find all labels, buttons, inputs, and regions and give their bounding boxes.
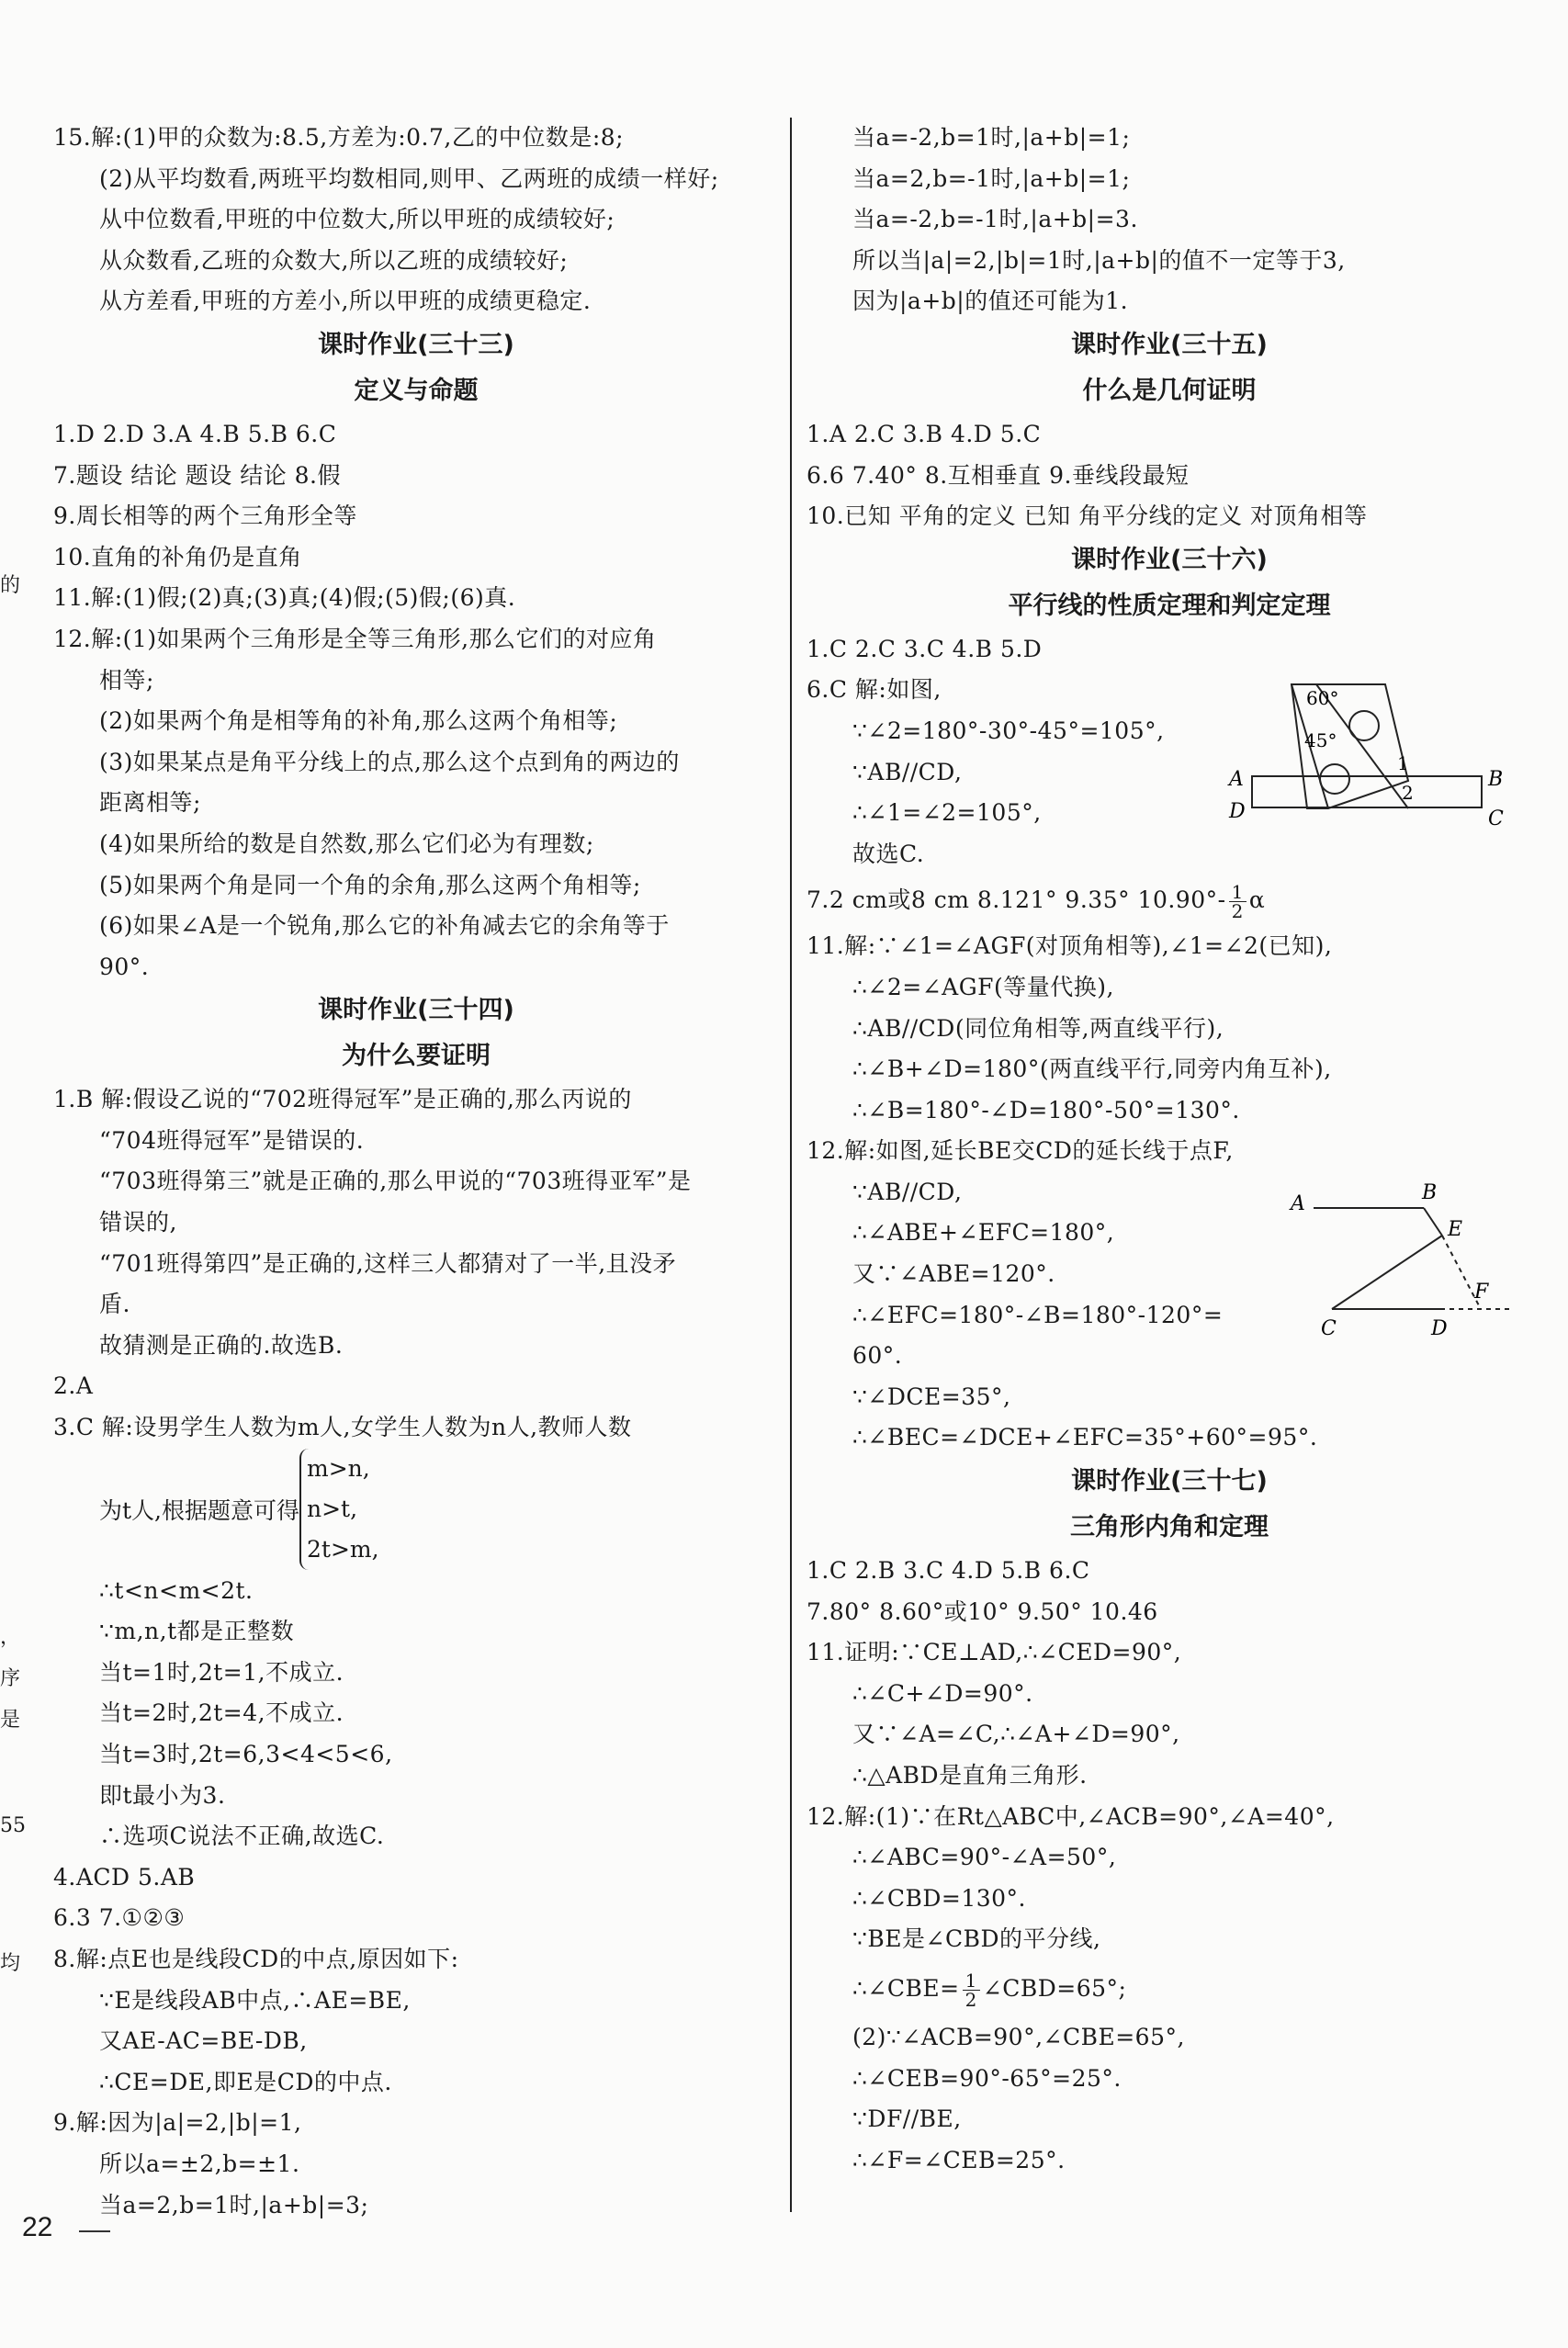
left-column — [53, 118, 779, 2226]
answer-line: 当a=2,b=1时,|a+b|=3; — [99, 2191, 369, 2218]
fraction — [1229, 881, 1247, 923]
answer-line: 相等; — [99, 666, 154, 694]
margin-fragment: 的 — [0, 574, 21, 597]
answer-line: 2.A — [53, 1372, 94, 1400]
answer-line: ∵DF//BE, — [852, 2105, 962, 2133]
point-label-c: C — [1321, 1317, 1337, 1340]
answer-line: (2)∵∠ACB=90°,∠CBE=65°, — [852, 2023, 1185, 2050]
answer-line: 11.证明:∵CE⊥AD,∴∠CED=90°, — [807, 1639, 1182, 1666]
answer-line: 当t=1时,2t=1,不成立. — [99, 1658, 344, 1686]
point-label-f: F — [1474, 1281, 1489, 1304]
answer-line: 6.C 解:如图, — [807, 676, 942, 704]
system-row: n>t, — [307, 1496, 358, 1523]
angle-label-60: 60° — [1306, 687, 1339, 709]
answer-line: ∴∠ABE+∠EFC=180°, — [852, 1219, 1115, 1247]
answer-line: 当a=-2,b=-1时,|a+b|=3. — [852, 206, 1138, 233]
answer-line: ∴∠EFC=180°-∠B=180°-120°= — [852, 1301, 1224, 1328]
answer-line: 1.B 解:假设乙说的“702班得冠军”是正确的,那么丙说的 — [53, 1086, 632, 1113]
section-heading: 什么是几何证明 — [1082, 376, 1257, 405]
cbe-text: ∴∠CBE= — [852, 1974, 960, 2002]
answer-line: “703班得第三”就是正确的,那么甲说的“703班得亚军”是 — [99, 1168, 692, 1195]
inequality-system — [53, 1449, 779, 1571]
fraction — [963, 1971, 980, 2009]
margin-fragment: ， — [0, 1626, 21, 1649]
answer-line: 盾. — [99, 1291, 130, 1318]
answer-line: 当t=3时,2t=6,3<4<5<6, — [99, 1741, 393, 1767]
answer-line: “704班得冠军”是错误的. — [99, 1126, 365, 1154]
answer-line: 从中位数看,甲班的中位数大,所以甲班的成绩较好; — [99, 206, 615, 233]
section-heading: 课时作业(三十四) — [318, 996, 514, 1025]
answer-line: (6)如果∠A是一个锐角,那么它的补角减去它的余角等于 — [99, 912, 670, 940]
point-label-a: A — [1291, 1192, 1305, 1215]
line7-suffix: α — [1248, 886, 1266, 914]
answer-line: ∵AB//CD, — [852, 758, 963, 785]
point-label-d: D — [1229, 800, 1246, 823]
ruler-hole — [1320, 764, 1349, 794]
system-row: m>n, — [307, 1455, 370, 1483]
answer-line-cbe — [807, 1960, 1532, 2017]
answer-line: (3)如果某点是角平分线上的点,那么这个点到角的两边的 — [99, 748, 680, 775]
answer-line: 从方差看,甲班的方差小,所以甲班的成绩更稳定. — [99, 288, 592, 315]
answer-line: ∴∠ABC=90°-∠A=50°, — [852, 1844, 1117, 1871]
fraction-denominator: 2 — [964, 1988, 977, 2011]
margin-fragment: 55 — [0, 1814, 26, 1837]
answer-line: 又AE-AC=BE-DB, — [99, 2027, 308, 2055]
point-label-a: A — [1229, 768, 1244, 791]
answer-line: ∴∠1=∠2=105°, — [852, 799, 1042, 827]
answer-line: (2)从平均数看,两班平均数相同,则甲、乙两班的成绩一样好; — [99, 164, 719, 192]
answer-line: 90°. — [99, 953, 150, 980]
answer-line: 60°. — [852, 1342, 903, 1370]
answer-line: ∴∠CBD=130°. — [852, 1884, 1027, 1912]
answer-line: 所以a=±2,b=±1. — [99, 2150, 300, 2177]
answer-line: 当t=2时,2t=4,不成立. — [99, 1699, 344, 1727]
answer-line: 10.已知 平角的定义 已知 角平分线的定义 对顶角相等 — [807, 502, 1368, 530]
answer-line: (5)如果两个角是同一个角的余角,那么这两个角相等; — [99, 871, 641, 898]
triangle-ruler-figure — [1220, 671, 1523, 836]
margin-fragment: 序 — [0, 1667, 21, 1690]
line7-text: 7.2 cm或8 cm 8.121° 9.35° 10.90°- — [807, 886, 1226, 914]
answer-line: ∵∠DCE=35°, — [852, 1383, 1011, 1410]
page-number-dash — [79, 2230, 110, 2232]
fraction-numerator: 1 — [1229, 883, 1247, 902]
ruler-hole — [1349, 711, 1379, 740]
answer-line: ∴∠C+∠D=90°. — [852, 1679, 1033, 1707]
answer-line: 9.周长相等的两个三角形全等 — [53, 502, 357, 530]
cbe-suffix: ∠CBD=65°; — [982, 1974, 1127, 2002]
angle-label-45: 45° — [1304, 729, 1337, 751]
answer-line: ∴∠BEC=∠DCE+∠EFC=35°+60°=95°. — [852, 1424, 1318, 1451]
answer-line: 9.解:因为|a|=2,|b|=1, — [53, 2109, 302, 2137]
system-brace — [299, 1449, 379, 1570]
answer-line: 11.解:(1)假;(2)真;(3)真;(4)假;(5)假;(6)真. — [53, 584, 516, 612]
parallel-strip — [1252, 776, 1482, 807]
answer-line: 从众数看,乙班的众数大,所以乙班的成绩较好; — [99, 246, 569, 274]
answer-line: 11.解:∵∠1=∠AGF(对顶角相等),∠1=∠2(已知), — [807, 932, 1333, 960]
system-prefix: 为t人,根据题意可得 — [99, 1497, 299, 1525]
section-heading: 三角形内角和定理 — [1070, 1513, 1269, 1542]
answer-line: ∴∠CEB=90°-65°=25°. — [852, 2064, 1122, 2092]
answer-line: ∴∠B+∠D=180°(两直线平行,同旁内角互补), — [852, 1055, 1332, 1083]
point-label-b: B — [1488, 768, 1504, 791]
right-column — [807, 118, 1532, 2181]
answer-line: ∴△ABD是直角三角形. — [852, 1762, 1088, 1789]
point-label-e: E — [1448, 1218, 1463, 1241]
section-heading: 平行线的性质定理和判定定理 — [1008, 591, 1331, 620]
segment-be — [1424, 1208, 1442, 1236]
answer-line: 4.ACD 5.AB — [53, 1863, 196, 1891]
answer-line: 3.C 解:设男学生人数为m人,女学生人数为n人,教师人数 — [53, 1414, 632, 1441]
column-divider — [790, 118, 792, 2212]
answer-line: ∵BE是∠CBD的平分线, — [852, 1925, 1101, 1953]
answer-line: ∵∠2=180°-30°-45°=105°, — [852, 717, 1165, 744]
answer-line: 12.解:(1)∵在Rt△ABC中,∠ACB=90°,∠A=40°, — [807, 1802, 1335, 1830]
fraction-denominator: 2 — [1231, 900, 1244, 923]
answer-line: 即t最小为3. — [99, 1781, 226, 1809]
answer-line: ∵m,n,t都是正整数 — [99, 1618, 295, 1645]
answer-line: 当a=2,b=-1时,|a+b|=1; — [852, 164, 1131, 192]
fraction-numerator: 1 — [963, 1971, 980, 1991]
answer-line: (2)如果两个角是相等角的补角,那么这两个角相等; — [99, 707, 618, 735]
section-heading: 课时作业(三十三) — [318, 330, 514, 359]
answer-line: ∴t<n<m<2t. — [99, 1576, 254, 1604]
answer-line: 6.3 7.①②③ — [53, 1904, 186, 1932]
system-row: 2t>m, — [307, 1536, 379, 1563]
point-label-c: C — [1488, 807, 1504, 830]
page-number: 22 — [22, 2212, 53, 2242]
answer-line: 所以当|a|=2,|b|=1时,|a+b|的值不一定等于3, — [852, 246, 1346, 274]
margin-fragment: 均 — [0, 1952, 21, 1975]
answer-line: ∵AB//CD, — [852, 1178, 963, 1205]
answer-line: ∵E是线段AB中点,∴AE=BE, — [99, 1986, 411, 2014]
answer-line: 1.A 2.C 3.B 4.D 5.C — [807, 420, 1042, 447]
answer-line: ∴∠B=180°-∠D=180°-50°=130°. — [852, 1096, 1240, 1123]
answer-line: 15.解:(1)甲的众数为:8.5,方差为:0.7,乙的中位数是:8; — [53, 124, 625, 151]
answer-line: 6.6 7.40° 8.互相垂直 9.垂线段最短 — [807, 461, 1190, 489]
point-label-b: B — [1422, 1181, 1438, 1204]
answer-line: 错误的, — [99, 1209, 177, 1236]
segment-ec — [1332, 1236, 1442, 1309]
angle-label-1: 1 — [1397, 752, 1409, 774]
answer-line: 12.解:(1)如果两个三角形是全等三角形,那么它们的对应角 — [53, 625, 657, 652]
section-heading: 课时作业(三十五) — [1071, 330, 1268, 359]
angle-label-2: 2 — [1402, 782, 1414, 804]
answer-line: 因为|a+b|的值还可能为1. — [852, 288, 1129, 315]
answer-line: (4)如果所给的数是自然数,那么它们必为有理数; — [99, 830, 594, 857]
margin-fragment: 是 — [0, 1709, 21, 1732]
answer-line: ∴CE=DE,即E是CD的中点. — [99, 2068, 392, 2095]
answer-line: ∴选项C说法不正确,故选C. — [99, 1823, 385, 1850]
answer-line: 7.80° 8.60°或10° 9.50° 10.46 — [807, 1597, 1158, 1625]
answer-line: 8.解:点E也是线段CD的中点,原因如下: — [53, 1945, 459, 1972]
answer-line-7 — [807, 875, 1532, 926]
answer-line: 故猜测是正确的.故选B. — [99, 1331, 344, 1359]
answer-line: 故选C. — [852, 840, 925, 867]
answer-line: 距离相等; — [99, 789, 201, 817]
answer-line: “701班得第四”是正确的,这样三人都猜对了一半,且没矛 — [99, 1249, 677, 1277]
answer-line: ∴∠F=∠CEB=25°. — [852, 2146, 1066, 2173]
answer-line: 12.解:如图,延长BE交CD的延长线于点F, — [807, 1137, 1234, 1165]
point-label-d: D — [1431, 1317, 1448, 1340]
section-heading: 为什么要证明 — [342, 1042, 491, 1071]
answer-line: 1.D 2.D 3.A 4.B 5.B 6.C — [53, 420, 337, 447]
answer-line: 又∵∠ABE=120°. — [852, 1260, 1055, 1288]
answer-line: 1.C 2.B 3.C 4.D 5.B 6.C — [807, 1557, 1090, 1585]
section-heading: 课时作业(三十六) — [1071, 545, 1268, 574]
section-heading: 课时作业(三十七) — [1071, 1467, 1268, 1496]
parallel-lines-figure — [1286, 1180, 1534, 1346]
answer-line: 10.直角的补角仍是直角 — [53, 543, 302, 570]
answer-line: 1.C 2.C 3.C 4.B 5.D — [807, 635, 1043, 662]
answer-line: 当a=-2,b=1时,|a+b|=1; — [852, 124, 1131, 151]
answer-line: ∴∠2=∠AGF(等量代换), — [852, 973, 1114, 1000]
section-heading: 定义与命题 — [354, 376, 479, 405]
answer-line: 又∵∠A=∠C,∴∠A+∠D=90°, — [852, 1721, 1180, 1748]
answer-line: ∴AB//CD(同位角相等,两直线平行), — [852, 1014, 1224, 1042]
answer-line: 7.题设 结论 题设 结论 8.假 — [53, 461, 341, 489]
